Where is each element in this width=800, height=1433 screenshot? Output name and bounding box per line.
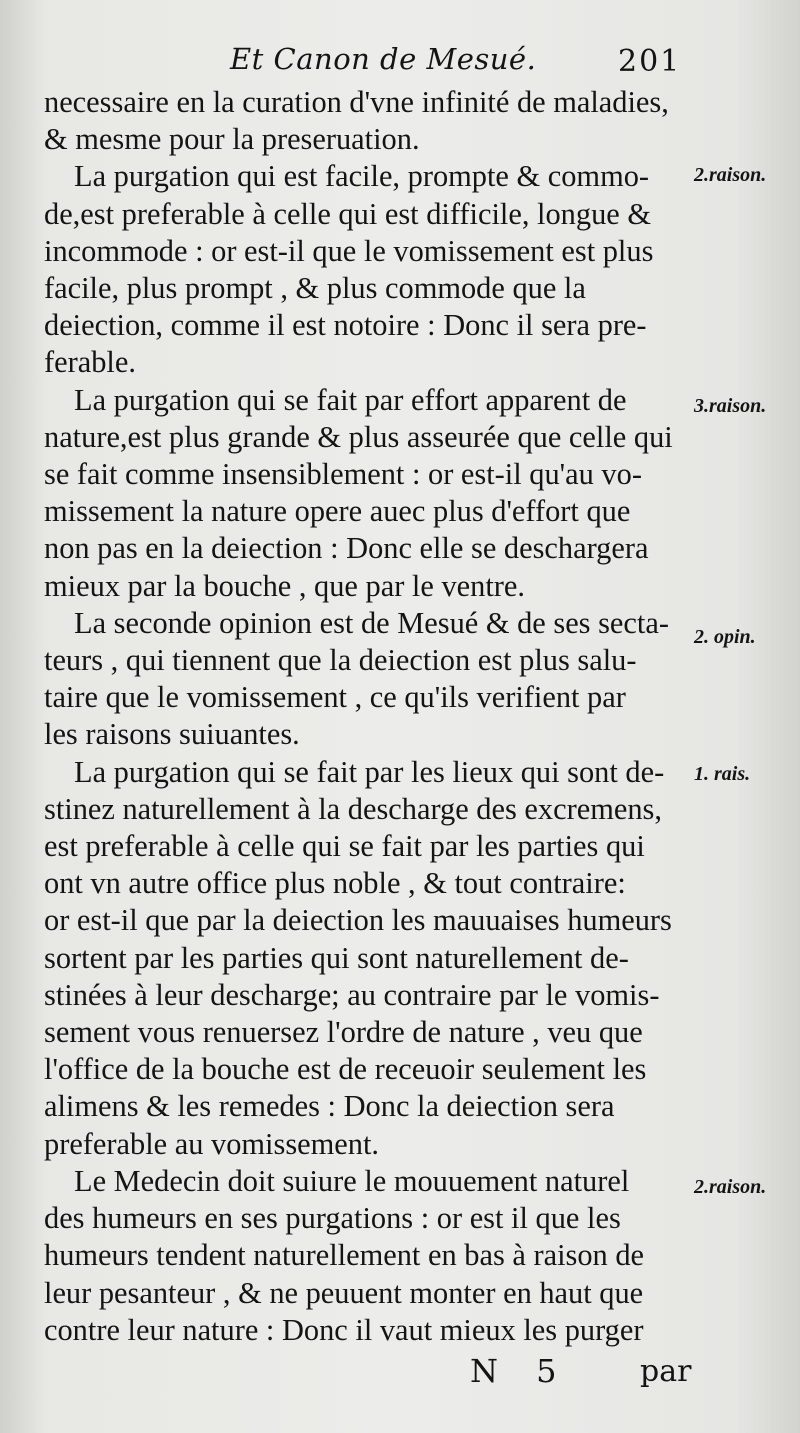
text-line: se fait comme insensiblement : or est-il qu'au vo- — [44, 457, 642, 492]
text-line: contre leur nature : Donc il vaut mieux les purger — [44, 1312, 644, 1347]
text-line: sortent par les parties qui sont naturellement de- — [44, 940, 629, 975]
text-line: facile, plus prompt , & plus commode que la — [44, 271, 586, 306]
text-line: les raisons suiuantes. — [44, 717, 300, 752]
margin-note: 1. rais. — [694, 763, 751, 785]
text-line: deiection, comme il est notoire : Donc il sera pre- — [44, 308, 647, 343]
text-line: ferable. — [44, 345, 136, 380]
paragraph-reason-2 — [44, 158, 684, 381]
text-line: sement vous renuersez l'ordre de nature , veu que — [44, 1015, 643, 1050]
margin-note: 2.raison. — [694, 164, 767, 186]
text-line: necessaire en la curation d'vne infinité de maladies, — [44, 85, 669, 119]
text-line: taire que le vomissement , ce qu'ils verifient par — [44, 680, 626, 715]
text-line: est preferable à celle qui se fait par les parties qui — [44, 829, 645, 864]
catchword: par — [640, 1354, 692, 1389]
paragraph-continuation — [44, 84, 684, 158]
text-line: stinez naturellement à la descharge des excremens, — [44, 791, 662, 826]
text-line: La purgation qui se fait par les lieux qui sont de- — [74, 754, 665, 789]
text-line: alimens & les remedes : Donc la deiection sera — [44, 1089, 615, 1124]
signature-mark: N 5 — [470, 1352, 571, 1390]
text-line: non pas en la deiection : Donc elle se deschargera — [44, 531, 649, 566]
text-line: nature,est plus grande & plus asseurée que celle qui — [44, 419, 673, 454]
text-line: preferable au vomissement. — [44, 1126, 380, 1161]
paragraph-reason-2b — [44, 1163, 684, 1349]
text-line: La purgation qui est facile, prompte & commo- — [74, 159, 650, 194]
text-line: de,est preferable à celle qui est difficile, longue & — [44, 196, 651, 231]
text-line: des humeurs en ses purgations : or est il que les — [44, 1201, 621, 1236]
body-text — [44, 84, 684, 1349]
text-line: & mesme pour la preseruation. — [44, 122, 420, 157]
page-header — [0, 40, 800, 90]
page-footer — [0, 1352, 800, 1402]
text-line: or est-il que par la deiection les mauuaises humeurs — [44, 903, 672, 938]
text-line: teurs , qui tiennent que la deiection est plus salu- — [44, 643, 637, 678]
paragraph-reason-1 — [44, 754, 684, 1163]
text-line: incommode : or est-il que le vomissement est plus — [44, 233, 654, 268]
text-line: mieux par la bouche , que par le ventre. — [44, 568, 525, 603]
margin-note: 3.raison. — [694, 395, 767, 417]
margin-note: 2.raison. — [694, 1176, 767, 1198]
text-line: missement la nature opere auec plus d'effort que — [44, 494, 631, 529]
text-line: Le Medecin doit suiure le mouuement naturel — [74, 1163, 630, 1198]
text-line: l'office de la bouche est de receuoir seulement les — [44, 1052, 647, 1087]
page-number: 201 — [618, 44, 682, 79]
text-line: humeurs tendent naturellement en bas à raison de — [44, 1238, 645, 1273]
paragraph-second-opinion — [44, 605, 684, 754]
text-line: leur pesanteur , & ne peuuent monter en haut que — [44, 1275, 644, 1310]
text-line: La purgation qui se fait par effort apparent de — [74, 382, 627, 417]
paragraph-reason-3 — [44, 382, 684, 605]
running-head: Et Canon de Mesué. — [230, 42, 537, 76]
margin-note: 2. opin. — [694, 626, 756, 648]
text-line: stinées à leur descharge; au contraire par le vomis- — [44, 977, 660, 1012]
text-line: La seconde opinion est de Mesué & de ses secta- — [74, 605, 669, 640]
text-line: ont vn autre office plus noble , & tout contraire: — [44, 866, 626, 901]
